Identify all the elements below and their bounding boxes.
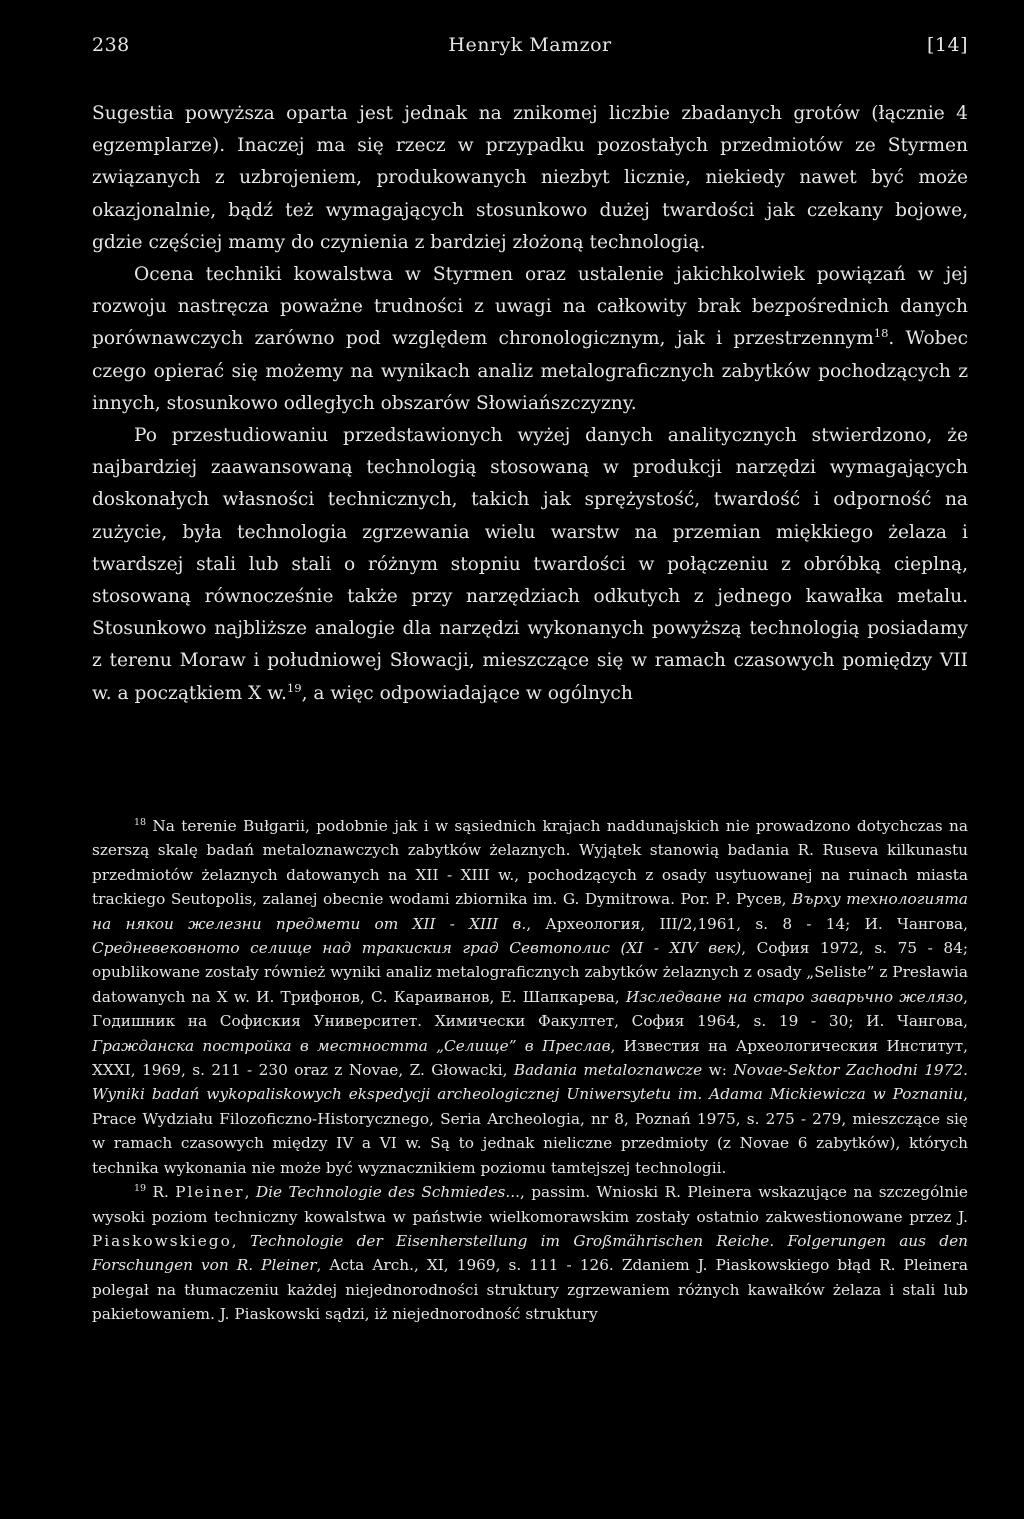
footnote-18-text: w: (702, 1061, 734, 1080)
footnote-18-text: , Археология, III/2,1961, s. 8 - 14; И. Чангова, (526, 914, 968, 933)
footnote-18-title-pl-2: Novae-Sektor Zachodni 1972. Wyniki badań wykopaliskowych ekspedycji archeologicznej Uniwersytetu im. Adama Mickiewicza w Poznaniu (92, 1061, 968, 1104)
footnotes (92, 814, 968, 1327)
footnote-19-text: , Acta Arch., XI, 1969, s. 111 - 126. Zdaniem J. Piaskowskiego błąd R. Pleinera polegał na tłumaczeniu każdej niejednorodności struktury zgrzewaniem różnych kawałków żelaza i stali lub pakietowaniem. J. Piaskowski sądzi, iż niejednorodność struktury (92, 1256, 968, 1324)
paragraph-2-text-b: . Wobec czego opierać się możemy na wynikach analiz metalograficznych zabytków pochodzących z innych, stosunkowo odległych obszarów Słowiańszczyzny. (92, 328, 968, 414)
paragraph-1: Sugestia powyższa oparta jest jednak na znikomej liczbie zbadanych grotów (łącznie 4 egzemplarze). Inaczej ma się rzecz w przypadku pozostałych przedmiotów ze Styrmen związanych z uzbrojeniem, produkowanych niezbyt licznie, niekiedy nawet być może okazjonalnie, bądź też wymagających stosunkowo dużej twardości jak czekany bojowe, gdzie częściej mamy do czynienia z bardziej złożoną technologią. (92, 103, 968, 253)
footnote-18-title-ru-3: Изследване на старо заварьчно желязо (625, 987, 964, 1006)
footnote-19-author: Pleiner (175, 1183, 245, 1202)
paragraph-2 (92, 259, 968, 420)
footnote-ref-18: 18 (873, 326, 889, 341)
footnote-19-text: R. (152, 1183, 176, 1202)
paragraph-2-text-a: Ocena techniki kowalstwa w Styrmen oraz ustalenie jakichkolwiek powiązań w jej rozwoju nastręcza poważne trudności z uwagi na całkowity brak bezpośrednich danych porównawczych zarówno pod względem chronologicznym, jak i przestrzennym (92, 264, 968, 350)
footnote-18-number: 18 (134, 816, 147, 828)
main-text (92, 98, 968, 710)
footnote-19-text: , (231, 1231, 250, 1250)
footnote-18-title-pl-1: Badania metaloznawcze (513, 1061, 703, 1080)
footnote-18-text: , София 1972, s. 75 - 84; opublikowane zostały również wyniki analiz metalograficznych zabytków żelaznych z osady „Seliste” z Presławia datowanych na X w. И. Трифонов, С. Караиванов, Е. Шапкарева, (92, 939, 968, 1006)
footnote-18-text: , Годишник на Софиския Университет. Химически Факултет, София 1964, s. 19 - 30; И. Чангова, (92, 987, 968, 1031)
footnote-19-number: 19 (134, 1183, 147, 1194)
section-number: [14] (926, 34, 968, 56)
footnote-19 (92, 1180, 968, 1326)
paragraph-3-text-b: , a więc odpowiadające w ogólnych (301, 682, 633, 704)
footnote-18-text: Na terenie Bułgarii, podobnie jak i w sąsiednich krajach naddunajskich nie prowadzono dotychczas na szerszą skalę badań metaloznawczych zabytków żelaznych. Wyjątek stanowią badania R. Ruseva kilkunastu przedmiotów żelaznych datowanych na XII - XIII w., pochodzących z osady usytuowanej na ruinach miasta trackiego Seutopolis, zalanej obecnie wodami zbiornika im. G. Dymitrowa. Por. Р. Русев, (92, 817, 968, 909)
footnote-18-title-ru-2: Средневековното селище над тракиския град Севтополис (XI - XIV век) (92, 939, 742, 958)
footnote-19-text: , passim. Wnioski R. Pleinera wskazujące na szczególnie wysoki poziom techniczny kowalstwa w państwie wielkomorawskim zostały ostatnio zakwestionowane przez J. (92, 1183, 968, 1226)
paragraph-3 (92, 420, 968, 710)
footnote-18-title-ru-1: Върху технологията на някои железни предмети от XII - XIII в. (92, 890, 968, 933)
footnote-ref-19: 19 (286, 680, 302, 695)
footnote-19-author-2: Piaskowskiego (92, 1231, 232, 1250)
footnote-18 (92, 814, 968, 1180)
footnote-18-title-ru-4: Гражданска постройка в местността „Селище” в Преслав (92, 1036, 611, 1055)
running-header (92, 34, 968, 64)
footnote-19-title-1: Die Technologie des Schmiedes... (255, 1183, 520, 1202)
footnote-18-text: , Prace Wydziału Filozoficzno-Historycznego, Seria Archeologia, nr 8, Poznań 1975, s. 275 - 279, mieszczące się w ramach czasowych między IV a VI w. Są to jednak nieliczne przedmioty (z Novae 6 zabytków), których technika wykonania nie może być wyznacznikiem poziomu tamtejszej technologii. (92, 1085, 968, 1177)
footnote-18-text: , Известия на Археологическия Институт, XXXI, 1969, s. 211 - 230 oraz z Novae, Z. Głowacki, (92, 1036, 968, 1080)
running-author: Henryk Mamzor (448, 34, 612, 56)
paragraph-3-text-a: Po przestudiowaniu przedstawionych wyżej danych analitycznych stwierdzono, że najbardziej zaawansowaną technologią stosowaną w produkcji narzędzi wymagających doskonałych własności technicznych, takich jak sprężystość, twardość i odporność na zużycie, była technologia zgrzewania wielu warstw na przemian miękkiego żelaza i twardszej stali lub stali o różnym stopniu twardości w połączeniu z obróbką cieplną, stosowaną równocześnie także przy narzędziach odkutych z jednego kawałka metalu. Stosunkowo najbliższe analogie dla narzędzi wykonanych powyższą technologią posiadamy z terenu Moraw i południowej Słowacji, mieszczące się w ramach czasowych pomiędzy VII w. a początkiem X w. (92, 425, 968, 704)
footnote-19-text: , (244, 1183, 256, 1202)
page-number: 238 (92, 34, 130, 56)
footnote-19-title-2: Technologie der Eisenherstellung im Großmährischen Reiche. Folgerungen aus den Forschungen von R. Pleiner (92, 1231, 968, 1275)
